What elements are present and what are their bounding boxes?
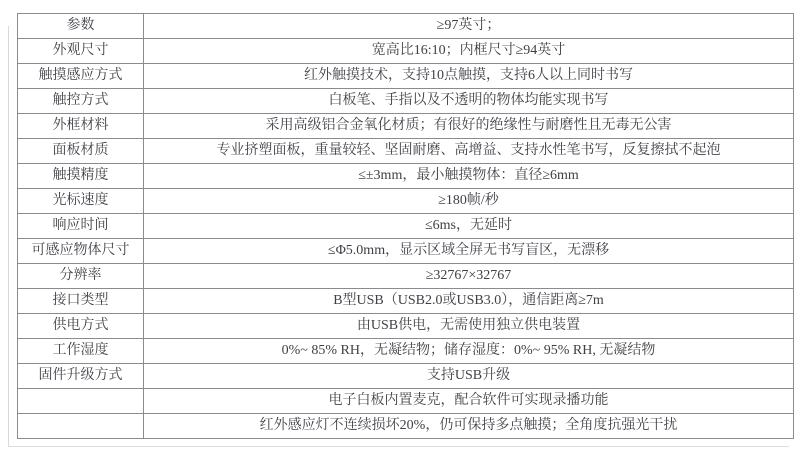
param-value-cell: ≥97英寸； bbox=[144, 14, 794, 39]
param-label-cell: 外框材料 bbox=[18, 114, 144, 139]
param-value-cell: 电子白板内置麦克，配合软件可实现录播功能 bbox=[144, 389, 794, 414]
param-value-cell: 宽高比16:10；内框尺寸≥94英寸 bbox=[144, 39, 794, 64]
table-row bbox=[18, 364, 794, 389]
table-row bbox=[18, 314, 794, 339]
param-label-cell: 分辨率 bbox=[18, 264, 144, 289]
table-row bbox=[18, 39, 794, 64]
param-label-cell bbox=[18, 389, 144, 414]
table-row bbox=[18, 389, 794, 414]
param-label-cell: 可感应物体尺寸 bbox=[18, 239, 144, 264]
table-row bbox=[18, 14, 794, 39]
param-value-cell: ≥180帧/秒 bbox=[144, 189, 794, 214]
param-value-cell: ≤±3mm，最小触摸物体：直径≥6mm bbox=[144, 164, 794, 189]
param-value-cell: 白板笔、手指以及不透明的物体均能实现书写 bbox=[144, 89, 794, 114]
param-label-cell bbox=[18, 414, 144, 439]
table-row bbox=[18, 139, 794, 164]
param-value-cell: 支持USB升级 bbox=[144, 364, 794, 389]
param-label-cell: 面板材质 bbox=[18, 139, 144, 164]
param-value-cell: B型USB（USB2.0或USB3.0），通信距离≥7m bbox=[144, 289, 794, 314]
param-value-cell: 专业挤塑面板，重量较轻、坚固耐磨、高增益、支持水性笔书写，反复擦拭不起泡 bbox=[144, 139, 794, 164]
param-value-cell: 采用高级铝合金氧化材质；有很好的绝缘性与耐磨性且无毒无公害 bbox=[144, 114, 794, 139]
table-row bbox=[18, 189, 794, 214]
table-row bbox=[18, 214, 794, 239]
param-value-cell: ≤Φ5.0mm，显示区域全屏无书写盲区，无漂移 bbox=[144, 239, 794, 264]
param-value-cell: 红外触摸技术，支持10点触摸，支持6人以上同时书写 bbox=[144, 64, 794, 89]
param-label-cell: 固件升级方式 bbox=[18, 364, 144, 389]
param-value-cell: ≤6ms，无延时 bbox=[144, 214, 794, 239]
param-label-cell: 参数 bbox=[18, 14, 144, 39]
param-label-cell: 触摸精度 bbox=[18, 164, 144, 189]
spec-table bbox=[17, 13, 794, 439]
table-row bbox=[18, 64, 794, 89]
table-row bbox=[18, 289, 794, 314]
param-label-cell: 触控方式 bbox=[18, 89, 144, 114]
table-row bbox=[18, 239, 794, 264]
param-label-cell: 外观尺寸 bbox=[18, 39, 144, 64]
param-label-cell: 响应时间 bbox=[18, 214, 144, 239]
param-label-cell: 光标速度 bbox=[18, 189, 144, 214]
table-row bbox=[18, 414, 794, 439]
param-label-cell: 接口类型 bbox=[18, 289, 144, 314]
param-label-cell: 工作湿度 bbox=[18, 339, 144, 364]
param-value-cell: 由USB供电，无需使用独立供电装置 bbox=[144, 314, 794, 339]
param-value-cell: 0%~ 85% RH，无凝结物；储存湿度：0%~ 95% RH, 无凝结物 bbox=[144, 339, 794, 364]
page-edge-left-line bbox=[8, 26, 9, 446]
table-row bbox=[18, 264, 794, 289]
table-row bbox=[18, 339, 794, 364]
table-row bbox=[18, 89, 794, 114]
param-value-cell: 红外感应灯不连续损坏20%，仍可保持多点触摸；全角度抗强光干扰 bbox=[144, 414, 794, 439]
table-row bbox=[18, 114, 794, 139]
param-label-cell: 供电方式 bbox=[18, 314, 144, 339]
spec-table-body bbox=[18, 14, 794, 439]
page-edge-bottom-line bbox=[8, 446, 789, 447]
param-value-cell: ≥32767×32767 bbox=[144, 264, 794, 289]
table-row bbox=[18, 164, 794, 189]
param-label-cell: 触摸感应方式 bbox=[18, 64, 144, 89]
